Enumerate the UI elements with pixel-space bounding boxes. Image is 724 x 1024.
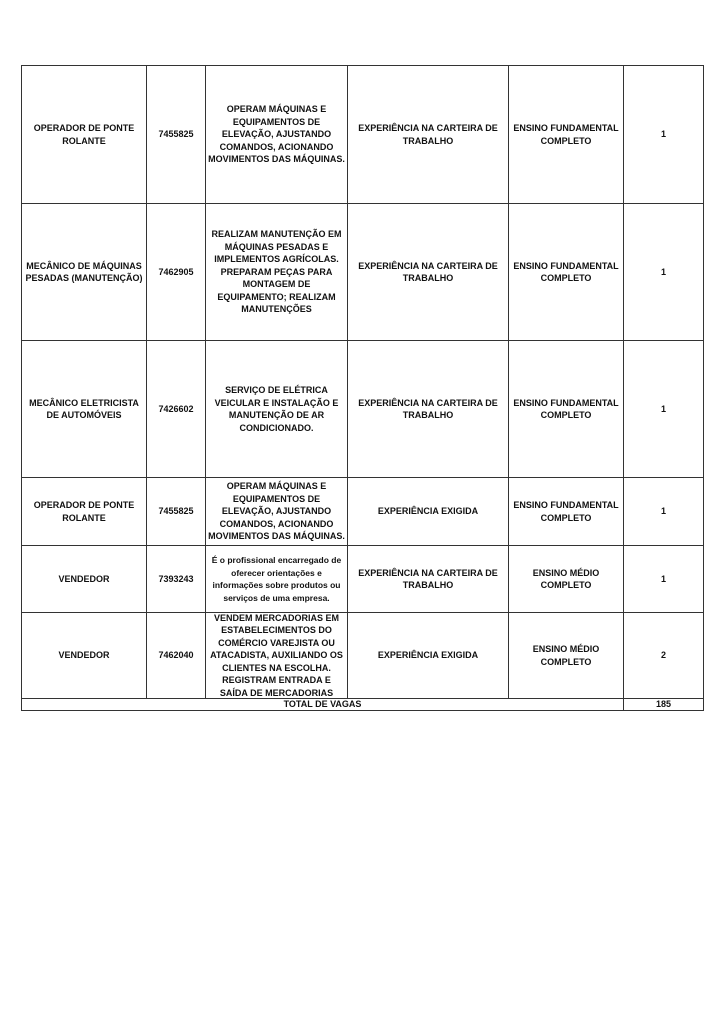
table-row [22,546,704,613]
table-row [22,478,704,546]
job-title-cell: OPERADOR DE PONTE ROLANTE [22,478,147,546]
experience-cell: EXPERIÊNCIA EXIGIDA [348,478,509,546]
job-code-cell: 7455825 [147,478,206,546]
vacancies-cell: 1 [624,341,704,478]
table-row [22,613,704,699]
job-title-cell: VENDEDOR [22,613,147,699]
job-description-cell: SERVIÇO DE ELÉTRICA VEICULAR E INSTALAÇÃO E MANUTENÇÃO DE AR CONDICIONADO. [206,341,348,478]
vacancies-cell: 1 [624,546,704,613]
job-code-cell: 7462040 [147,613,206,699]
job-title-cell: VENDEDOR [22,546,147,613]
education-cell: ENSINO FUNDAMENTAL COMPLETO [509,66,624,204]
education-cell: ENSINO MÉDIO COMPLETO [509,613,624,699]
total-row [22,699,704,711]
experience-cell: EXPERIÊNCIA NA CARTEIRA DE TRABALHO [348,66,509,204]
description-text: VENDEM MERCADORIAS EM ESTABELECIMENTOS DO COMÉRCIO VAREJISTA OU ATACADISTA, AUXILIANDO OS CLIENTES NA ESCOLHA. REGISTRAM ENTRADA E SAÍDA DE MERCADORIAS [210,613,343,698]
experience-cell: EXPERIÊNCIA NA CARTEIRA DE TRABALHO [348,204,509,341]
job-code-cell: 7462905 [147,204,206,341]
total-label-cell: TOTAL DE VAGAS [22,699,624,711]
job-description-cell: OPERAM MÁQUINAS E EQUIPAMENTOS DE ELEVAÇÃO, AJUSTANDO COMANDOS, ACIONANDO MOVIMENTOS DAS MÁQUINAS. [206,478,348,546]
education-cell: ENSINO FUNDAMENTAL COMPLETO [509,341,624,478]
description-clip [208,614,345,698]
vacancies-cell: 1 [624,478,704,546]
job-title-cell: OPERADOR DE PONTE ROLANTE [22,66,147,204]
education-cell: ENSINO FUNDAMENTAL COMPLETO [509,204,624,341]
job-vacancies-table [21,65,704,711]
job-code-cell: 7455825 [147,66,206,204]
job-description-cell: É o profissional encarregado de oferecer orientações e informações sobre produtos ou serviços de uma empresa. [206,546,348,613]
job-title-cell: MECÂNICO DE MÁQUINAS PESADAS (MANUTENÇÃO) [22,204,147,341]
job-code-cell: 7393243 [147,546,206,613]
vacancies-cell: 1 [624,66,704,204]
experience-cell: EXPERIÊNCIA NA CARTEIRA DE TRABALHO [348,546,509,613]
education-cell: ENSINO FUNDAMENTAL COMPLETO [509,478,624,546]
vacancies-cell: 2 [624,613,704,699]
job-code-cell: 7426602 [147,341,206,478]
table-row [22,204,704,341]
table-row [22,66,704,204]
job-title-cell: MECÂNICO ELETRICISTA DE AUTOMÓVEIS [22,341,147,478]
experience-cell: EXPERIÊNCIA EXIGIDA [348,613,509,699]
total-value-cell: 185 [624,699,704,711]
job-description-cell: OPERAM MÁQUINAS E EQUIPAMENTOS DE ELEVAÇÃO, AJUSTANDO COMANDOS, ACIONANDO MOVIMENTOS DAS MÁQUINAS. [206,66,348,204]
education-cell: ENSINO MÉDIO COMPLETO [509,546,624,613]
experience-cell: EXPERIÊNCIA NA CARTEIRA DE TRABALHO [348,341,509,478]
job-description-cell: REALIZAM MANUTENÇÃO EM MÁQUINAS PESADAS E IMPLEMENTOS AGRÍCOLAS. PREPARAM PEÇAS PARA MONTAGEM DE EQUIPAMENTO; REALIZAM MANUTENÇÕES [206,204,348,341]
table-row [22,341,704,478]
vacancies-cell: 1 [624,204,704,341]
job-description-cell [206,613,348,699]
